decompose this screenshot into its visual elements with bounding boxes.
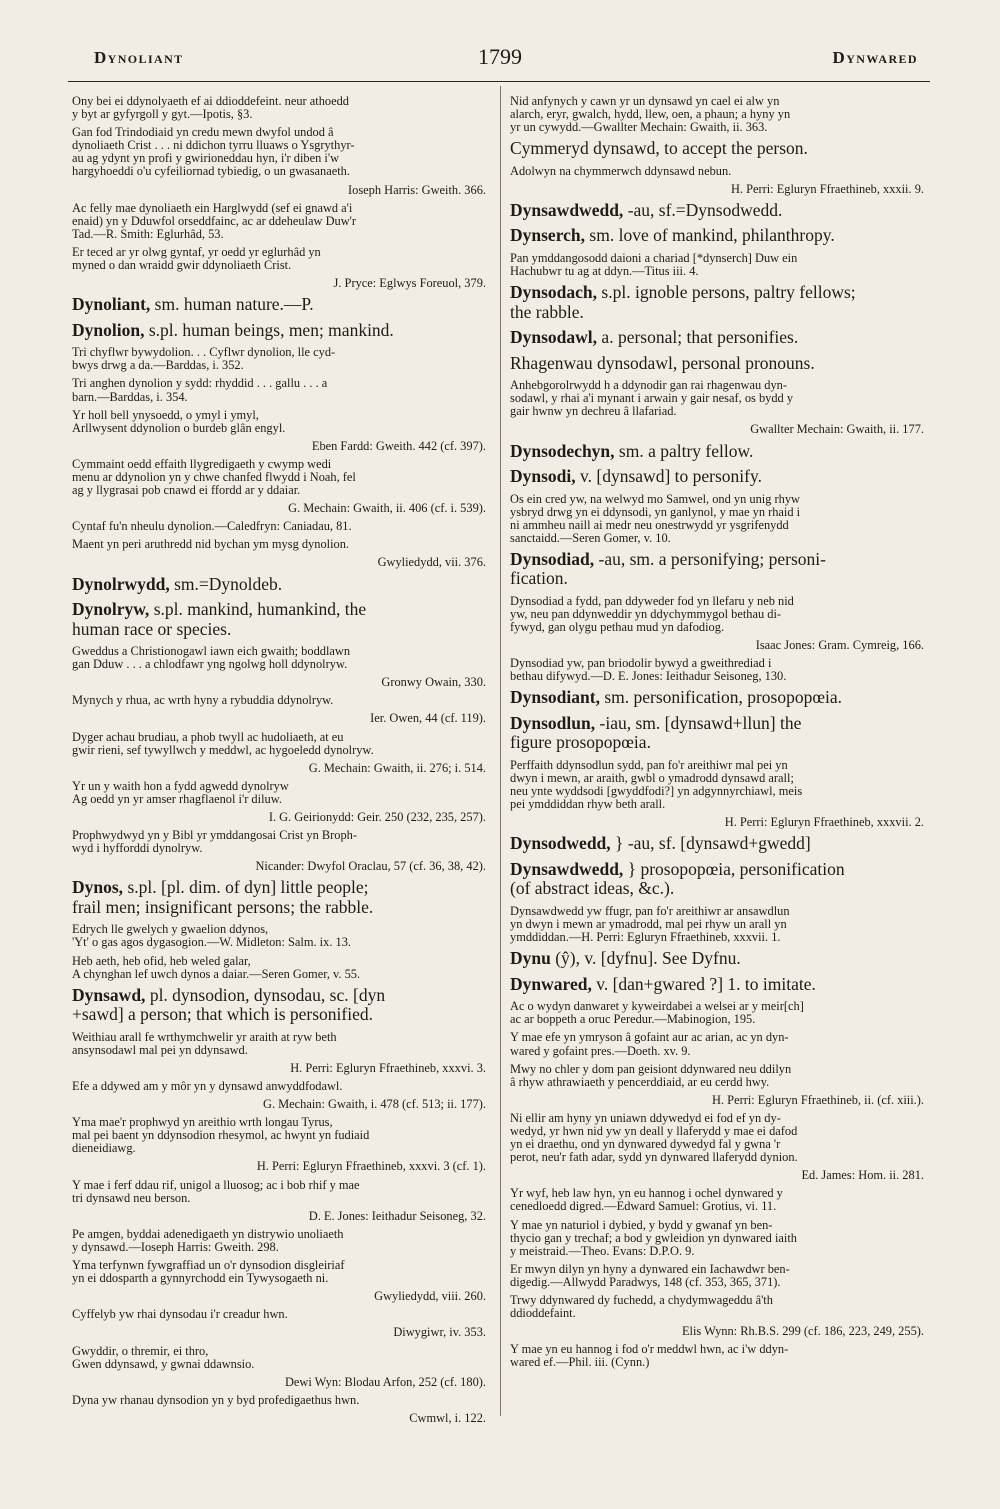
citation-source: Nicander: Dwyfol Oraclau, 57 (cf. 36, 38, 42). (255, 859, 486, 874)
entry-headword: Dynsawd, (72, 984, 146, 1005)
quotation: Ac felly mae dynoliaeth ein Harglwydd (sef ei gnawd a'i enaid) yn y Dduwfol orseddfainc, ac ar ddeheulaw Duw'r Tad.—R. Smith: Eglurhâd, 53. (72, 200, 357, 241)
entry-definition: s.pl. [pl. dim. of dyn] little people; frail men; insignificant persons; the rabble. (72, 877, 374, 917)
dictionary-entry (72, 295, 492, 315)
citation-source: Dewi Wyn: Blodau Arfon, 252 (cf. 180). (284, 1374, 486, 1389)
quotation: Cyffelyb yw rhai dynsodau i'r creadur hwn. (72, 1307, 288, 1322)
entry-headword: Dynsodiant, (510, 687, 600, 708)
entry-headword: Dynolrwydd, (72, 573, 170, 594)
quotation: Dynsodiad yw, pan briodolir bywyd a gweithrediad i bethau difywyd.—D. E. Jones: Ieithadur Seisoneg, 130. (510, 656, 787, 684)
quotation: Maent yn peri aruthredd nid bychan ym mysg dynolion. (72, 537, 350, 552)
quotation: Y mae yn naturiol i dybied, y bydd y gwanaf yn ben- thycio gan y trechaf; a bod y gwleidion yn dynwared iaith y meistraid.—Theo. Evans: D.P.O. 9. (510, 1217, 797, 1258)
citation-source: Gwyliedydd, vii. 376. (377, 555, 486, 570)
citation-source: G. Mechain: Gwaith, ii. 276; i. 514. (308, 760, 486, 775)
entry-definition: Rhagenwau dynsodawl, personal pronouns. (510, 352, 815, 373)
entry-definition: sm. human nature.—P. (150, 294, 314, 315)
quotation: Y mae efe yn ymryson â gofaint aur ac arian, ac yn dyn- wared y gofaint pres.—Doeth. xv. 9. (510, 1030, 789, 1058)
quotation: Yma terfynwn fywgraffiad un o'r dynsodion disgleiriaf yn ei ddosparth a gynnyrchodd ein Tywysogaeth ni. (72, 1258, 345, 1286)
dictionary-entry (72, 321, 492, 341)
dictionary-entry (510, 834, 930, 854)
dictionary-entry (72, 986, 492, 1025)
citation-source: Gwyliedydd, viii. 260. (374, 1289, 486, 1304)
quotation: Er teced ar yr olwg gyntaf, yr oedd yr eglurhâd yn myned o dan wraidd gwir ddynoliaeth Crist. (72, 244, 321, 273)
entry-definition: -au, sm. a personifying; personi- fication. (510, 548, 826, 589)
dictionary-entry (510, 139, 930, 159)
quotation: Yr un y waith hon a fydd agwedd dynolryw Ag oedd yn yr amser rhagflaenol i'r diluw. (72, 778, 289, 806)
column-divider (500, 86, 501, 1416)
header-rule (68, 81, 930, 82)
entry-definition: Cymmeryd dynsawd, to accept the person. (510, 138, 808, 159)
citation-source: G. Mechain: Gwaith, ii. 406 (cf. i. 539). (288, 501, 486, 516)
quotation: Ac o wydyn danwaret y kyweirdabei a welsei ar y meir[ch] ac ar boppeth a oruc Peredur.—Mabinogion, 195. (510, 999, 804, 1027)
citation-source: G. Mechain: Gwaith, i. 478 (cf. 513; ii. 177). (263, 1097, 486, 1112)
entry-definition: sm.=Dynoldeb. (169, 573, 283, 594)
quotation: Mynych y rhua, ac wrth hyny a rybuddia ddynolryw. (72, 693, 334, 708)
dictionary-entry (510, 975, 930, 995)
citation-source: Cwmwl, i. 122. (409, 1410, 486, 1425)
quotation: Yr holl bell ynysoedd, o ymyl i ymyl, Arllwysent ddynolion o burdeb glân engyl. (72, 407, 286, 435)
entry-headword: Dynserch, (510, 225, 586, 246)
running-head-right: Dynwared (832, 48, 918, 67)
entry-headword: Dynsodlun, (510, 712, 596, 733)
quotation: Er mwyn dilyn yn hyny a dynwared ein Iachawdwr ben- digedig.—Allwydd Paradwys, 148 (cf. 353, 365, 371). (510, 1261, 790, 1289)
entry-headword: Dynolryw, (72, 599, 150, 620)
entry-definition: s.pl. mankind, humankind, the human race or species. (72, 599, 367, 639)
quotation: Pan ymddangosodd daioni a chariad [*dynserch] Duw ein Hachubwr tu ag at ddyn.—Titus iii. 4. (510, 250, 798, 279)
quotation: Tri anghen dynolion y sydd: rhyddid . . . gallu . . . a barn.—Barddas, i. 354. (72, 376, 328, 404)
dictionary-entry (510, 550, 930, 589)
entry-definition: } prosopopœia, personification (of abstract ideas, &c.). (510, 858, 845, 899)
dictionary-entry (510, 467, 930, 487)
entry-headword: Dynu (510, 948, 551, 969)
entry-definition: sm. a paltry fellow. (614, 440, 754, 461)
citation-source: H. Perri: Egluryn Ffraethineb, xxxvii. 2. (724, 815, 924, 830)
entry-headword: Dynsawdwedd, (510, 199, 624, 220)
citation-source: Ed. James: Hom. ii. 281. (801, 1168, 924, 1183)
quotation: Ni ellir am hyny yn uniawn ddywedyd ei fod ef yn dy- wedyd, yr hwn nid yw yn deall y llaferydd y mae ei dafod yn ei draethu, ond yn dynwared dywedyd fal y gwna 'r perot, neu'r fath adar, sydd yn dynwared llaferydd dynion. (510, 1110, 798, 1165)
quotation: Mwy no chler y dom pan geisiont ddynwared neu ddilyn â rhyw athrawiaeth y pencerddiaid, ar eu cerdd hwy. (510, 1061, 792, 1089)
quotation: Anhebgorolrwydd h a ddynodir gan rai rhagenwau dyn- sodawl, y rhai a'i mynant i arwain y gair nesaf, os bydd y gair hwnw yn dechreu â llafariad. (510, 378, 794, 419)
quotation: Cymmaint oedd effaith llygredigaeth y cwymp wedi menu ar ddynolion yn y chwe chanfed flwydd i Noah, fel ag y llygrasai pob cnawd ei ffordd ar y ddaiar. (72, 456, 356, 498)
citation-source: Ioseph Harris: Gweith. 366. (348, 182, 486, 197)
quotation: Ony bei ei ddynolyaeth ef ai ddioddefeint. neur athoedd y byt ar gyfyrgoll y gyt.—Ipotis, §3. (72, 94, 349, 122)
left-column (72, 95, 492, 1430)
citation-source: J. Pryce: Eglwys Foreuol, 379. (333, 276, 486, 291)
entry-headword: Dynsodach, (510, 282, 598, 303)
citation-source: I. G. Geirionydd: Geir. 250 (232, 235, 257). (268, 809, 486, 824)
entry-definition: sm. love of mankind, philanthropy. (585, 225, 835, 246)
citation-source: D. E. Jones: Ieithadur Seisoneg, 32. (308, 1208, 486, 1223)
citation-source: H. Perri: Egluryn Ffraethineb, ii. (cf. xiii.). (712, 1092, 924, 1107)
quotation: Dyna yw rhanau dynsodion yn y byd profedigaethus hwn. (72, 1392, 360, 1407)
dictionary-entry (72, 575, 492, 595)
right-column (510, 95, 930, 1374)
quotation: Perffaith ddynsodlun sydd, pan fo'r areithiwr mal pei yn dwyn i mewn, ar araith, gwbl o ymadrodd dynsawd arall; neu ynte wyddsodi [gwyddfodi?] yn adgynnyrchiawl, meis pei ymddiddan rhyw beth arall. (510, 757, 803, 812)
dictionary-entry (510, 442, 930, 462)
entry-definition: v. [dynsawd] to personify. (575, 466, 762, 487)
entry-definition: -au, sf.=Dynsodwedd. (623, 199, 783, 220)
quotation: Gwyddir, o thremir, ei thro, Gwen ddynsawd, y gwnai ddawnsio. (72, 1343, 255, 1371)
dictionary-entry (72, 600, 492, 639)
quotation: Weithiau arall fe wrthymchwelir yr araith at ryw beth ansynsodawl mal pei yn ddynsawd. (72, 1029, 337, 1057)
quotation: Trwy ddynwared dy fuchedd, a chydymwageddu â'th ddioddefaint. (510, 1293, 773, 1321)
entry-definition: sm. personification, prosopopœia. (599, 687, 843, 708)
quotation: Tri chyflwr bywydolion. . . Cyflwr dynolion, lle cyd- bwys drwg a da.—Barddas, i. 352. (72, 345, 336, 373)
entry-headword: Dynoliant, (72, 294, 151, 315)
citation-source: Gwallter Mechain: Gwaith, ii. 177. (750, 422, 924, 437)
quotation: Os ein cred yw, na welwyd mo Samwel, ond yn unig rhyw ysbryd drwg yn ei ddynsodi, yn ganlynol, y mae yn rhaid i ni ammheu naill ai medr neu onestrwydd yr ysgrifenydd sanctaidd.—Seren Gomer, v. 10. (510, 491, 801, 545)
entry-definition: s.pl. ignoble persons, paltry fellows; the rabble. (510, 282, 856, 322)
quotation: Gweddus a Christionogawl iawn eich gwaith; boddlawn gan Dduw . . . a chlodfawr yng ngolwg holl ddynolryw. (72, 644, 351, 672)
running-head-left: Dynoliant (94, 48, 184, 67)
entry-headword: Dynsodwedd, (510, 833, 611, 854)
quotation: Pe amgen, byddai adenedigaeth yn distrywio unoliaeth y dynsawd.—Ioseph Harris: Gweith. 298. (72, 1226, 344, 1254)
quotation: Dyger achau brudiau, a phob twyll ac hudoliaeth, at eu gwir rieni, sef tywyllwch y meddwl, ac hygoeledd dynolryw. (72, 729, 374, 757)
citation-source: Elis Wynn: Rh.B.S. 299 (cf. 186, 223, 249, 255). (681, 1324, 924, 1339)
entry-headword: Dynwared, (510, 973, 592, 994)
entry-headword: Dynos, (72, 877, 124, 898)
quotation: Gan fod Trindodiaid yn credu mewn dwyfol undod â dynoliaeth Crist . . . ni ddichon tyrru lluaws o Ysgrythyr- au ag ydynt yn profi y gwirioneddau hyn, i'r diben i'w hargyhoeddi o'u cyfeiliornad tybiedig, o un gwasanaeth. (72, 125, 355, 179)
citation-source: H. Perri: Egluryn Ffraethineb, xxxvi. 3. (290, 1060, 486, 1075)
entry-definition: s.pl. human beings, men; mankind. (144, 319, 394, 340)
citation-source: H. Perri: Egluryn Ffraethineb, xxxii. 9. (730, 181, 924, 196)
quotation: Yma mae'r prophwyd yn areithio wrth longau Tyrus, mal pei baent yn ddynsodion rhesymol, ac hwynt yn fudiaid dieneidiawg. (72, 1115, 370, 1156)
quotation: Y mae i ferf ddau rif, unigol a lluosog; ac i bob rhif y mae tri dynsawd neu berson. (72, 1177, 360, 1205)
citation-source: Diwygiwr, iv. 353. (393, 1325, 486, 1340)
dictionary-entry (510, 328, 930, 348)
dictionary-entry (510, 688, 930, 708)
dictionary-entry (510, 860, 930, 899)
quotation: Adolwyn na chymmerwch ddynsawd nebun. (510, 163, 732, 178)
page-number: 1799 (478, 44, 522, 69)
quotation: Edrych lle gwelych y gwaelion ddynos, 'Yt' o gas agos dygasogion.—W. Midleton: Salm. ix. 13. (72, 922, 352, 950)
dictionary-entry (72, 878, 492, 917)
quotation: Dynsodiad a fydd, pan ddyweder fod yn llefaru y neb nid yw, neu pan ddynweddir yn ddychymmygol bethau di- fywyd, gan olygu pethau mud yn dafodiog. (510, 593, 794, 635)
dictionary-entry (510, 283, 930, 322)
quotation: Yr wyf, heb law hyn, yn eu hannog i ochel dynwared y cenedloedd digred.—Edward Samuel: Grotius, vi. 11. (510, 1186, 783, 1214)
quotation: Nid anfynych y cawn yr un dynsawd yn cael ei alw yn alarch, eryr, gwalch, hydd, llew, oen, a phaun; a hyny yn yr un cywydd.—Gwallter Mechain: Gwaith, ii. 363. (510, 94, 791, 135)
citation-source: Isaac Jones: Gram. Cymreig, 166. (755, 638, 924, 653)
entry-headword: Dynsawdwedd, (510, 858, 624, 879)
quotation: Dynsawdwedd yw ffugr, pan fo'r areithiwr ar ansawdlun yn dwyn i mewn ar ymadrodd, mal pei rhyw un arall yn ymddiddan.—H. Perri: Egluryn Ffraethineb, xxxvii. 1. (510, 903, 790, 945)
quotation: Heb aeth, heb ofid, heb weled galar, A chynghan lef uwch dynos a daiar.—Seren Gomer, v. 55. (72, 953, 361, 981)
quotation: Efe a ddywed am y môr yn y dynsawd anwyddfodawl. (72, 1079, 343, 1093)
quotation: Prophwydwyd yn y Bibl yr ymddangosai Crist yn Broph- wyd i hyfforddi dynolryw. (72, 828, 357, 856)
citation-source: H. Perri: Egluryn Ffraethineb, xxxvi. 3 (cf. 1). (256, 1159, 486, 1174)
citation-source: Eben Fardd: Gweith. 442 (cf. 397). (311, 438, 486, 453)
entry-headword: Dynsodiad, (510, 548, 595, 569)
quotation: Cyntaf fu'n nheulu dynolion.—Caledfryn: Caniadau, 81. (72, 519, 352, 534)
dictionary-entry (510, 949, 930, 969)
dictionary-entry (510, 354, 930, 374)
quotation: Y mae yn eu hannog i fod o'r meddwl hwn, ac i'w ddyn- wared ef.—Phil. iii. (Cynn.) (510, 1342, 789, 1370)
dictionary-entry (510, 714, 930, 753)
entry-headword: Dynsodawl, (510, 327, 598, 348)
entry-definition: -iau, sm. [dynsawd+llun] the figure prosopopœia. (510, 712, 802, 753)
dictionary-entry (510, 201, 930, 221)
running-head (70, 44, 930, 74)
entry-headword: Dynolion, (72, 319, 145, 340)
citation-source: Gronwy Owain, 330. (381, 675, 486, 690)
entry-definition: v. [dan+gwared ?] 1. to imitate. (591, 973, 816, 994)
entry-definition: } -au, sf. [dynsawd+gwedd] (610, 833, 811, 854)
entry-definition: pl. dynsodion, dynsodau, sc. [dyn +sawd] a person; that which is personified. (72, 984, 386, 1025)
entry-definition: a. personal; that personifies. (597, 327, 799, 348)
citation-source: Ier. Owen, 44 (cf. 119). (370, 711, 486, 726)
dictionary-entry (510, 226, 930, 246)
entry-headword: Dynsodechyn, (510, 440, 615, 461)
entry-headword: Dynsodi, (510, 466, 576, 487)
entry-definition: (ŷ), v. [dyfnu]. See Dyfnu. (550, 948, 741, 969)
